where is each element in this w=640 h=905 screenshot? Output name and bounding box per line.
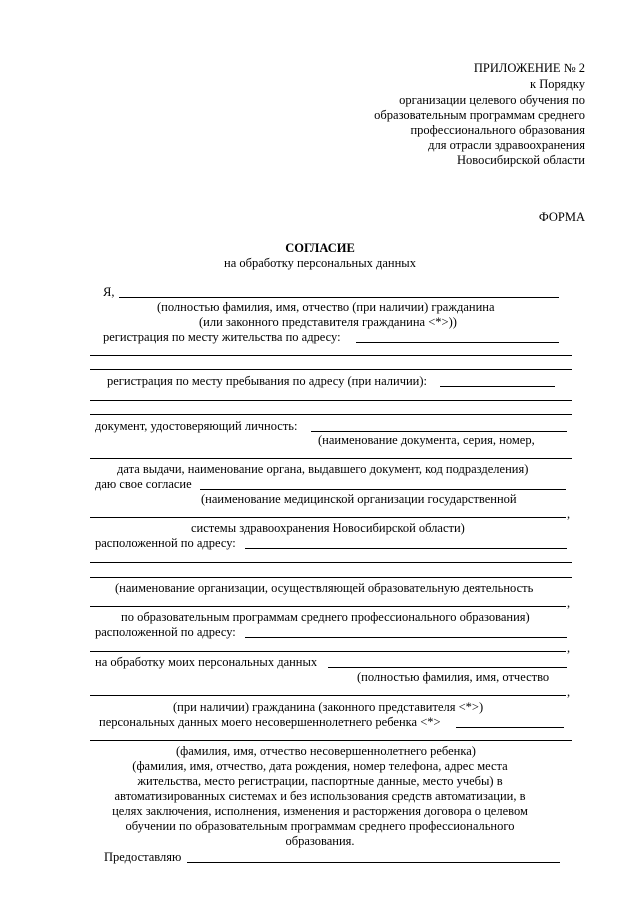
fio-field-line xyxy=(119,297,559,298)
appendix-line: профессионального образования xyxy=(410,123,585,137)
provide-label: Предоставляю xyxy=(104,850,182,864)
hint-fio-2: (полностью фамилия, имя, отчество xyxy=(357,670,550,684)
reg-stay-line xyxy=(440,386,555,387)
purpose-line: жительства, место регистрации, паспортные данные, место учебы) в xyxy=(137,774,503,788)
hint-representative: (или законного представителя гражданина <*>)) xyxy=(199,315,457,329)
consent-to-line xyxy=(200,489,566,490)
purpose-line: целях заключения, исполнения, изменения и расторжения договора о целевом xyxy=(112,804,528,818)
hint-edu-2: по образовательным программам среднего профессионального образования) xyxy=(121,610,530,624)
minor-data-line xyxy=(456,727,564,728)
id-doc-label: документ, удостоверяющий личность: xyxy=(95,419,298,433)
appendix-title: ПРИЛОЖЕНИЕ № 2 xyxy=(473,61,585,75)
comma: , xyxy=(567,685,571,699)
id-doc-line-2 xyxy=(90,458,572,459)
reg-residence-line xyxy=(356,342,559,343)
reg-residence-line-2 xyxy=(90,355,572,356)
located-at-label: расположенной по адресу: xyxy=(95,536,236,550)
reg-stay-line-3 xyxy=(90,414,572,415)
consent-subtitle: на обработку персональных данных xyxy=(224,256,416,270)
located-at-label-2: расположенной по адресу: xyxy=(95,625,236,639)
edu-line xyxy=(90,606,566,607)
hint-doc: (наименование документа, серия, номер, xyxy=(318,433,535,447)
appendix-line: организации целевого обучения по xyxy=(399,93,585,107)
purpose-line: обучении по образовательным программам среднего профессионального xyxy=(125,819,515,833)
reg-stay-line-2 xyxy=(90,400,572,401)
consent-to-line-2 xyxy=(90,517,566,518)
located-at-2-line-2 xyxy=(90,651,566,652)
located-at-2-line xyxy=(245,637,567,638)
reg-residence-label: регистрация по месту жительства по адресу: xyxy=(103,330,341,344)
hint-doc-2: дата выдачи, наименование органа, выдавшего документ, код подразделения) xyxy=(117,462,529,476)
appendix-line: Новосибирской области xyxy=(456,153,585,167)
processing-line xyxy=(328,667,567,668)
comma: , xyxy=(567,596,571,610)
provide-line xyxy=(187,862,560,863)
processing-line-2 xyxy=(90,695,566,696)
processing-label: на обработку моих персональных данных xyxy=(95,655,318,669)
comma: , xyxy=(567,641,571,655)
id-doc-line xyxy=(311,431,567,432)
appendix-line: для отрасли здравоохранения xyxy=(428,138,585,152)
hint-med-2: системы здравоохранения Новосибирской области) xyxy=(191,521,465,535)
consent-title: СОГЛАСИЕ xyxy=(285,241,355,255)
hint-fio: (полностью фамилия, имя, отчество (при наличии) гражданина xyxy=(157,300,495,314)
located-at-line-3 xyxy=(90,577,572,578)
appendix-line: к Порядку xyxy=(530,77,585,91)
located-at-line xyxy=(245,548,567,549)
reg-stay-label: регистрация по месту пребывания по адресу (при наличии): xyxy=(107,374,428,388)
hint-child: (фамилия, имя, отчество несовершеннолетнего ребенка) xyxy=(176,744,476,758)
purpose-line: автоматизированных системах и без использования средств автоматизации, в xyxy=(114,789,526,803)
consent-to-label: даю свое согласие xyxy=(95,477,192,491)
located-at-line-2 xyxy=(90,562,572,563)
comma: , xyxy=(567,507,571,521)
reg-residence-line-3 xyxy=(90,369,572,370)
form-label: ФОРМА xyxy=(538,210,585,224)
minor-data-label: персональных данных моего несовершеннолетнего ребенка <*> xyxy=(99,715,441,729)
purpose-line: (фамилия, имя, отчество, дата рождения, номер телефона, адрес места xyxy=(132,759,508,773)
minor-data-line-2 xyxy=(90,740,572,741)
ya-label: Я, xyxy=(103,285,115,299)
hint-fio-3: (при наличии) гражданина (законного представителя <*>) xyxy=(173,700,484,714)
hint-edu: (наименование организации, осуществляющей образовательную деятельность xyxy=(115,581,534,595)
appendix-line: образовательным программам среднего xyxy=(374,108,585,122)
purpose-line: образования. xyxy=(285,834,355,848)
hint-med: (наименование медицинской организации государственной xyxy=(201,492,517,506)
